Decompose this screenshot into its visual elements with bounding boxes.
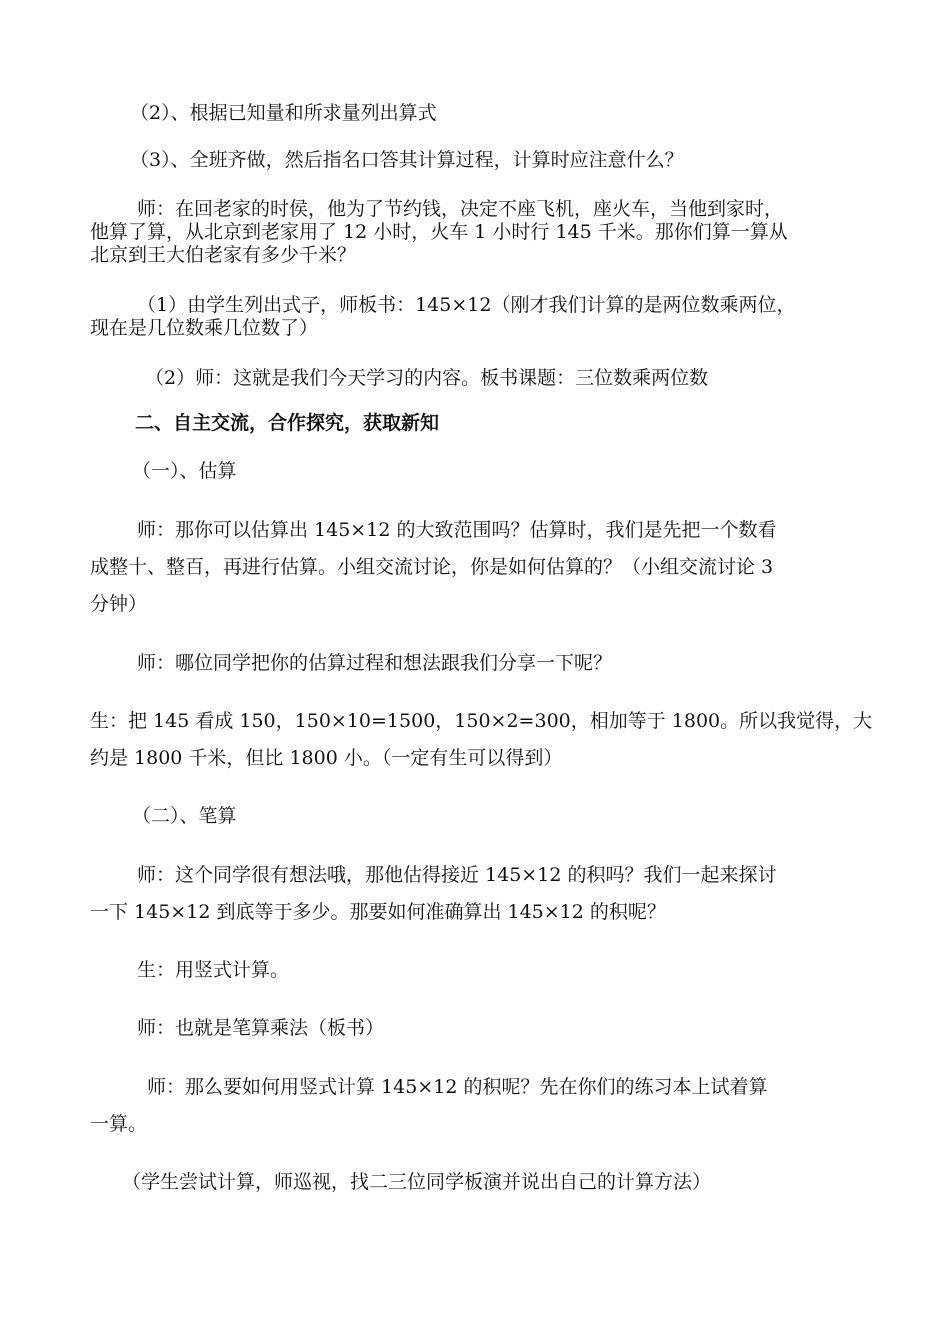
student-answer-line-1: 生：把 145 看成 150，150×10=1500，150×2=300，相加等于 1800。所以我觉得，大 <box>90 710 873 732</box>
estimate-question-line-2: 成整十、整百，再进行估算。小组交流讨论，你是如何估算的？（小组交流讨论 3 <box>90 556 774 578</box>
step-2-line: （2）、根据已知量和所求量列出算式 <box>130 102 437 124</box>
teacher-followup-line-1: 师：这个同学很有想法哦，那他估得接近 145×12 的积吗？我们一起来探讨 <box>137 864 777 886</box>
student-attempt-line: （学生尝试计算，师巡视，找二三位同学板演并说出自己的计算方法） <box>122 1171 712 1193</box>
student-answer-line-2: 约是 1800 千米，但比 1800 小。（一定有生可以得到） <box>90 747 563 769</box>
subsection-estimate-heading: （一）、估算 <box>132 460 237 482</box>
teacher-question-line-3: 北京到王大伯老家有多少千米？ <box>90 244 357 266</box>
teacher-practice-line-2: 一算。 <box>90 1113 148 1135</box>
student-formula-line-2: 现在是几位数乘几位数了） <box>90 317 319 339</box>
student-formula-line-1: （1）由学生列出式子，师板书：145×12（刚才我们计算的是两位数乘两位， <box>137 294 796 316</box>
teacher-written-line: 师：也就是笔算乘法（板书） <box>137 1017 385 1039</box>
share-question-line: 师：哪位同学把你的估算过程和想法跟我们分享一下呢？ <box>137 652 613 674</box>
estimate-question-line-1: 师：那你可以估算出 145×12 的大致范围吗？估算时，我们是先把一个数看 <box>137 519 777 541</box>
teacher-followup-line-2: 一下 145×12 到底等于多少。那要如何准确算出 145×12 的积呢？ <box>90 901 666 923</box>
subsection-written-heading: （二）、笔算 <box>132 805 237 827</box>
teacher-question-line-2: 他算了算，从北京到老家用了 12 小时，火车 1 小时行 145 千米。那你们算一算从 <box>90 221 788 243</box>
step-3-line: （3）、全班齐做，然后指名口答其计算过程，计算时应注意什么？ <box>130 149 684 171</box>
teacher-question-line-1: 师：在回老家的时侯，他为了节约钱，决定不座飞机，座火车，当他到家时， <box>137 198 784 220</box>
lesson-topic-line: （2）师：这就是我们今天学习的内容。板书课题：三位数乘两位数 <box>145 367 709 389</box>
section-2-heading: 二、自主交流，合作探究，获取新知 <box>135 412 440 434</box>
student-vertical-line: 生：用竖式计算。 <box>137 959 290 981</box>
estimate-question-line-3: 分钟） <box>90 593 148 615</box>
teacher-practice-line-1: 师：那么要如何用竖式计算 145×12 的积呢？先在你们的练习本上试着算 <box>147 1076 768 1098</box>
